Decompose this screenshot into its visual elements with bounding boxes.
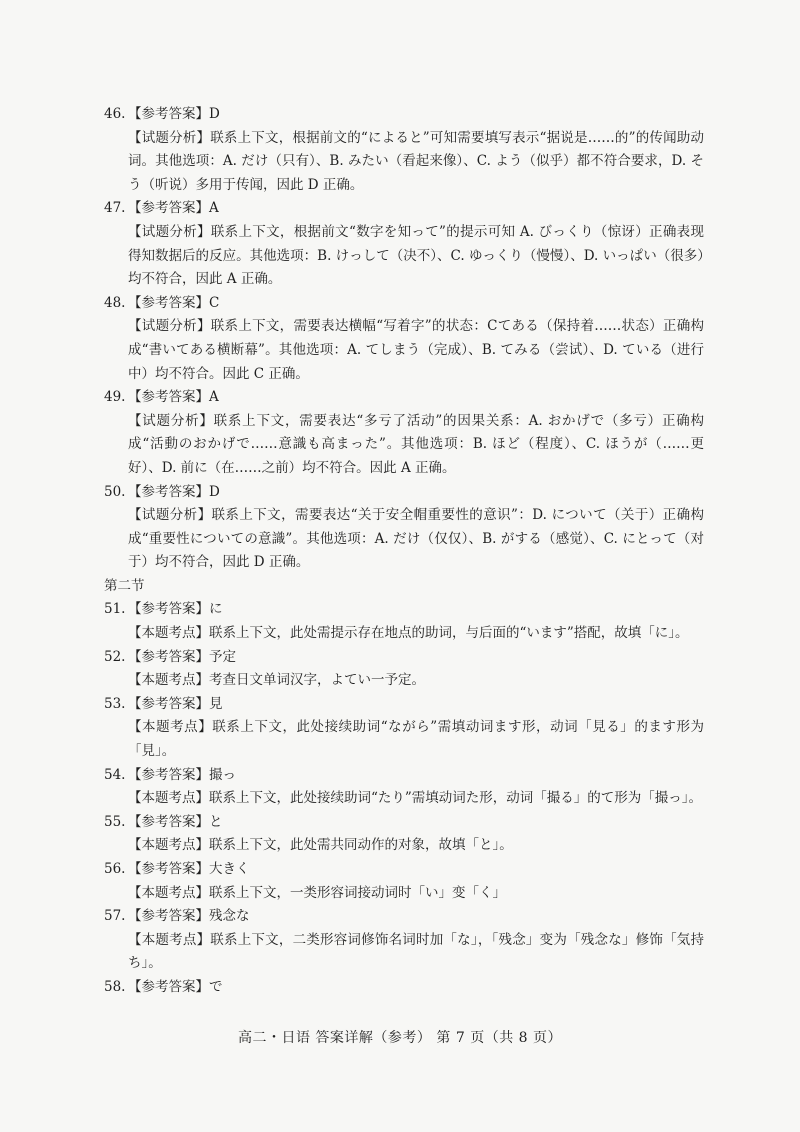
analysis-text: 【试题分析】联系上下文，需要表达横幅“写着字”的状态：Cてある（保持着……状态）正确构成“書いてある横断幕”。其他选项：A. てしまう（完成）、B. てみる（尝试）、D. ている（进行中）均不符合。因此 C 正确。	[128, 318, 704, 382]
answer-item-50	[104, 481, 704, 575]
item-number: 54.	[104, 766, 126, 783]
analysis-text: 【本题考点】联系上下文，一类形容词接动词时「い」变「く」	[128, 884, 506, 901]
reference-answer: 【参考答案】A	[128, 389, 219, 406]
analysis-text: 【试题分析】联系上下文，需要表达“关于安全帽重要性的意识”：D. について（关于）正确构成“重要性についての意識”。其他选项：A. だけ（仅仅）、B. がする（感觉）、C. にとって（对于）均不符合，因此 D 正确。	[128, 507, 704, 571]
analysis-text: 【本题考点】联系上下文，此处接续助词“たり”需填动词た形，动词「撮る」的て形为「撮っ」。	[128, 790, 703, 807]
reference-answer: 【参考答案】で	[128, 978, 223, 995]
answer-item-48	[104, 292, 704, 386]
page-footer: 高二・日语 答案详解（参考） 第 7 页（共 8 页）	[237, 1030, 562, 1046]
answer-item-54	[104, 764, 704, 811]
analysis-text: 【本题考点】联系上下文，此处需共同动作的对象，故填「と」。	[128, 837, 513, 854]
answer-item-57	[104, 905, 704, 976]
answer-item-51	[104, 598, 704, 645]
item-number: 58.	[104, 978, 126, 995]
answer-item-58	[104, 976, 704, 1000]
item-number: 51.	[104, 601, 126, 618]
analysis-text: 【本题考点】联系上下文，此处需提示存在地点的助词，与后面的“います”搭配，故填「に」。	[128, 625, 689, 642]
section-title: 第二节	[104, 577, 145, 594]
analysis-text: 【本题考点】联系上下文，此处接续助词“ながら”需填动词ます形，动词「見る」的ます形为「見」。	[128, 719, 704, 760]
answer-item-49	[104, 386, 704, 480]
reference-answer: 【参考答案】C	[128, 294, 220, 311]
item-number: 47.	[104, 200, 126, 217]
answer-item-53	[104, 693, 704, 764]
reference-answer: 【参考答案】と	[128, 813, 223, 830]
analysis-text: 【试题分析】联系上下文，根据前文的“によると”可知需要填写表示“据说是……的”的传闻助动词。其他选项：A. だけ（只有）、B. みたい（看起来像）、C. よう（似乎）都不符合要求，D. そう（听说）多用于传闻，因此 D 正确。	[128, 129, 704, 193]
reference-answer: 【参考答案】D	[128, 106, 220, 122]
answer-item-56	[104, 858, 704, 905]
item-number: 53.	[104, 695, 126, 712]
analysis-text: 【试题分析】联系上下文，需要表达“多亏了活动”的因果关系：A. おかげで（多亏）正确构成“活動のおかげで……意識も高まった”。其他选项：B. ほど（程度）、C. ほうが（……更好）、D. 前に（在……之前）均不符合。因此 A 正确。	[128, 412, 704, 476]
reference-answer: 【参考答案】大きく	[128, 861, 250, 877]
item-number: 52.	[104, 648, 126, 665]
reference-answer: 【参考答案】予定	[128, 648, 236, 665]
reference-answer: 【参考答案】D	[128, 483, 220, 500]
item-number: 46.	[104, 106, 126, 122]
reference-answer: 【参考答案】見	[128, 695, 223, 712]
answer-item-52	[104, 646, 704, 693]
analysis-text: 【本题考点】联系上下文，二类形容词修饰名词时加「な」，「残念」变为「残念な」修饰「気持ち」。	[128, 931, 704, 972]
reference-answer: 【参考答案】に	[128, 601, 223, 618]
item-number: 56.	[104, 861, 126, 877]
reference-answer: 【参考答案】残念な	[128, 908, 250, 925]
item-number: 48.	[104, 294, 126, 311]
item-number: 57.	[104, 908, 126, 925]
item-number: 55.	[104, 813, 126, 830]
reference-answer: 【参考答案】撮っ	[128, 766, 236, 783]
answer-item-55	[104, 811, 704, 858]
answer-content	[104, 103, 704, 1000]
item-number: 49.	[104, 389, 126, 406]
item-number: 50.	[104, 483, 126, 500]
reference-answer: 【参考答案】A	[128, 200, 219, 217]
answer-item-47	[104, 197, 704, 291]
answer-item-46	[104, 103, 704, 197]
analysis-text: 【本题考点】考查日文单词汉字，よてい一予定。	[128, 672, 425, 689]
analysis-text: 【试题分析】联系上下文，根据前文“数字を知って”的提示可知 A. びっくり（惊讶）正确表现得知数据后的反应。其他选项：B. けっして（决不）、C. ゆっくり（慢慢）、D. いっぱい（很多）均不符合，因此 A 正确。	[128, 223, 704, 288]
